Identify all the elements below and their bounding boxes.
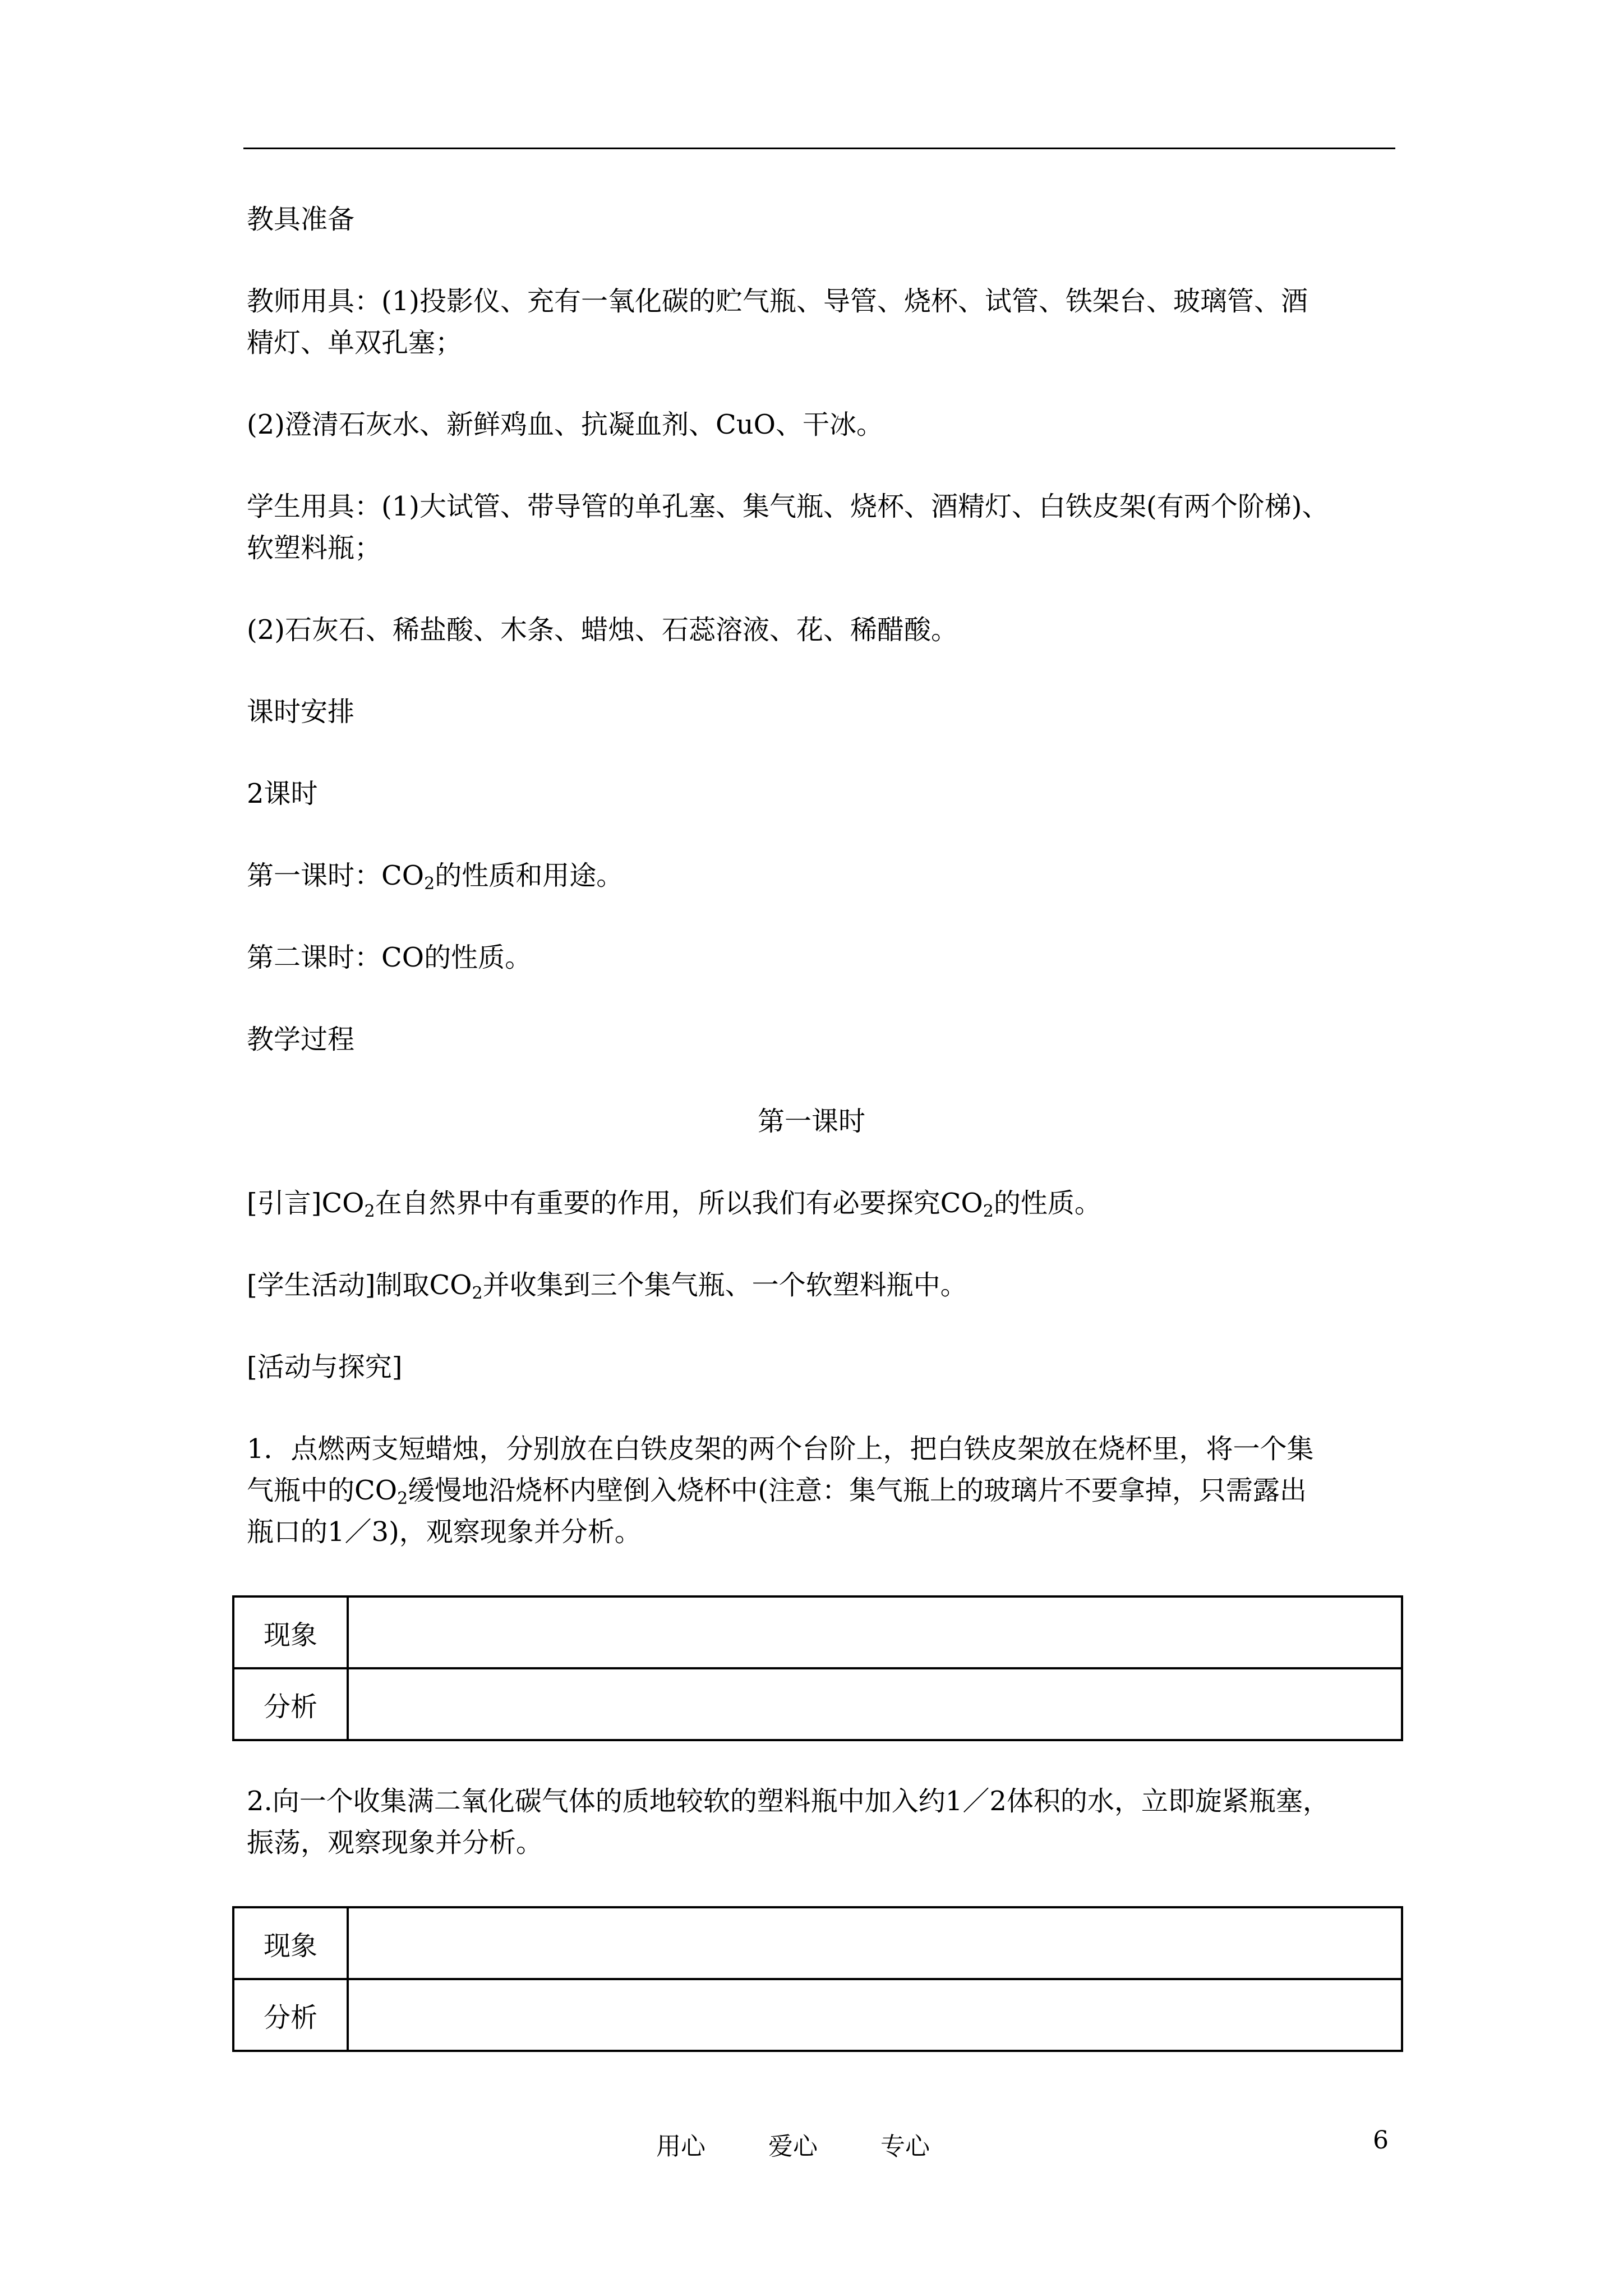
schedule-heading: 课时安排 [247,696,355,728]
item-2-line-1: 2.向一个收集满二氧化碳气体的质地较软的塑料瓶中加入约1／2体积的水，立即旋紧瓶塞， [247,1786,1330,1817]
analysis-cell[interactable] [348,1668,1402,1740]
intro-text-1: [引言]CO [247,1188,365,1219]
phenomenon-cell[interactable] [348,1907,1402,1979]
intro-text-3: 的性质。 [993,1188,1101,1219]
intro-text-2: 在自然界中有重要的作用，所以我们有必要探究CO [375,1188,983,1219]
item-1-line-2-text-2: 缓慢地沿烧杯内壁倒入烧杯中(注意：集气瓶上的玻璃片不要拿掉，只需露出 [408,1475,1307,1506]
teacher-tools-line-3: (2)澄清石灰水、新鲜鸡血、抗凝血剂、CuO、干冰。 [247,409,883,440]
subscript: 2 [364,1202,375,1221]
lesson-title: 第一课时 [757,1106,865,1137]
explore-heading: [活动与探究] [247,1351,403,1383]
teacher-tools-line-1: 教师用具：(1)投影仪、充有一氧化碳的贮气瓶、导管、烧杯、试管、铁架台、玻璃管、酒 [247,286,1308,317]
teacher-tools-line-2: 精灯、单双孔塞； [247,327,463,358]
table-row [233,1668,1402,1740]
header-rule [243,148,1395,149]
lesson-2-schedule: 第二课时：CO的性质。 [247,942,532,973]
table-row [233,1979,1402,2051]
student-tools-line-3: (2)石灰石、稀盐酸、木条、蜡烛、石蕊溶液、花、稀醋酸。 [247,614,958,646]
schedule-count: 2课时 [247,778,318,809]
table-row [233,1596,1402,1668]
item-1-line-1: 1．点燃两支短蜡烛，分别放在白铁皮架的两个台阶上，把白铁皮架放在烧杯里，将一个集 [247,1433,1314,1465]
phenomenon-label: 现象 [233,1907,348,1979]
footer-motto-3: 专心 [880,2132,930,2161]
analysis-label: 分析 [233,1668,348,1740]
student-tools-line-1: 学生用具：(1)大试管、带导管的单孔塞、集气瓶、烧杯、酒精灯、白铁皮架(有两个阶梯)、 [247,491,1329,522]
analysis-label: 分析 [233,1979,348,2051]
item-1-line-3: 瓶口的1／3)，观察现象并分析。 [247,1516,642,1548]
activity-text-1: [学生活动]制取CO [247,1269,472,1301]
item-1-line-2-text-1: 气瓶中的CO [247,1475,398,1506]
student-activity-paragraph [247,1263,967,1307]
subscript: 2 [424,874,435,894]
footer-motto-2: 爱心 [768,2132,818,2161]
subscript: 2 [472,1283,483,1303]
observation-table-2 [232,1906,1403,2052]
page-number: 6 [1373,2126,1389,2155]
table-row [233,1907,1402,1979]
subscript: 2 [397,1489,408,1508]
equipment-heading: 教具准备 [247,204,355,235]
lesson-1-suffix: 的性质和用途。 [435,860,624,891]
activity-text-2: 并收集到三个集气瓶、一个软塑料瓶中。 [482,1269,967,1301]
subscript: 2 [983,1202,994,1221]
process-heading: 教学过程 [247,1024,355,1055]
lesson-1-prefix: 第一课时：CO [247,860,425,891]
student-tools-line-2: 软塑料瓶； [247,532,382,564]
intro-paragraph [247,1181,1101,1225]
analysis-cell[interactable] [348,1979,1402,2051]
observation-table-1 [232,1595,1403,1741]
phenomenon-label: 现象 [233,1596,348,1668]
footer-motto-1: 用心 [656,2132,706,2161]
item-2-line-2: 振荡，观察现象并分析。 [247,1827,543,1858]
phenomenon-cell[interactable] [348,1596,1402,1668]
lesson-1-schedule [247,854,623,898]
item-1-line-2 [247,1469,1307,1512]
